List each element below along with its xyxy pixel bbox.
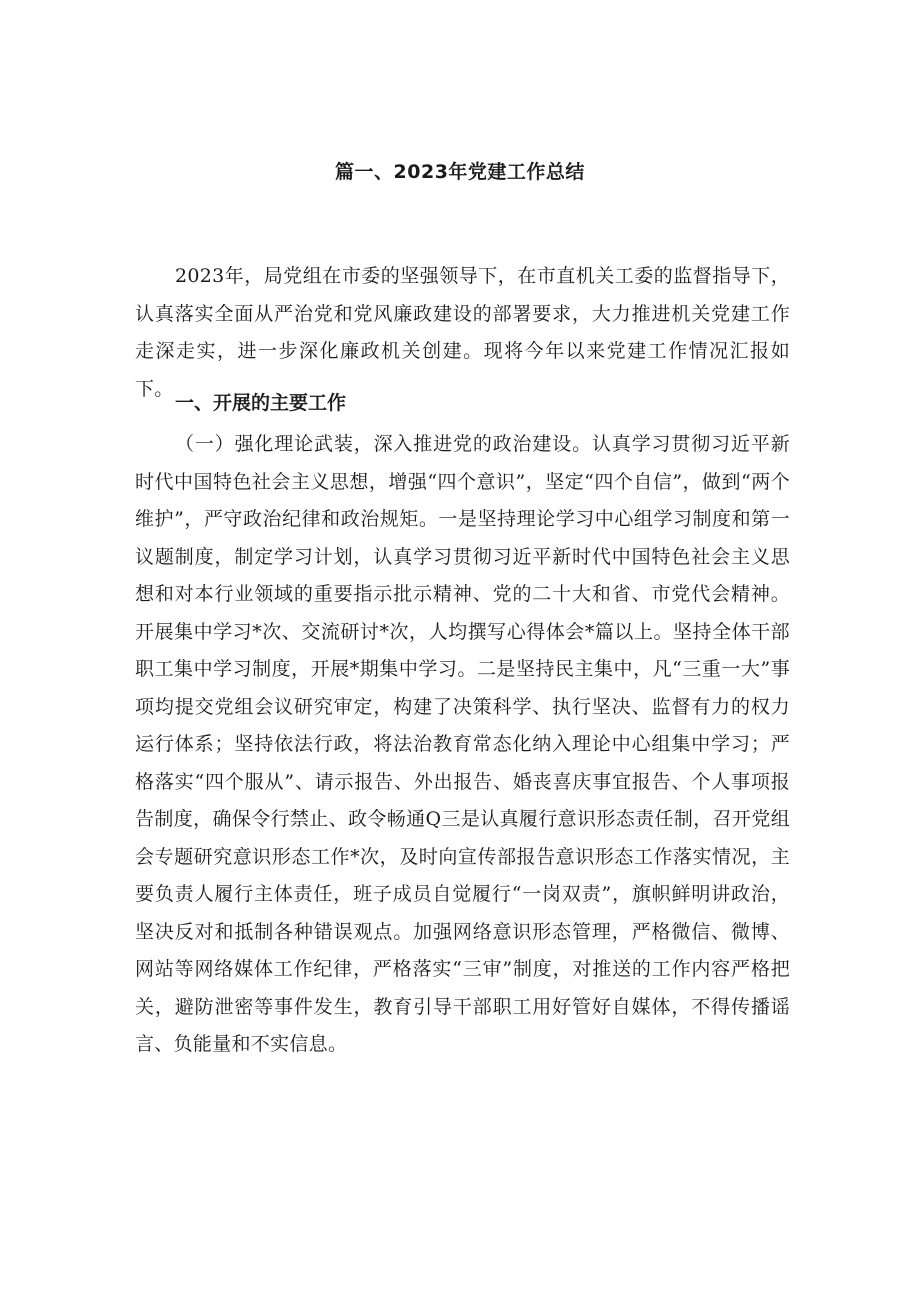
document-title: 篇一、2023年党建工作总结 (335, 161, 585, 183)
intro-paragraph: 2023年，局党组在市委的坚强领导下，在市直机关工委的监督指导下，认真落实全面从严治党和党风廉政建设的部署要求，大力推进机关党建工作走深走实，进一步深化廉政机关创建。现将今年以来党建工作情况汇报如下。 (135, 265, 790, 400)
body-paragraph: （一）强化理论武装，深入推进党的政治建设。认真学习贯彻习近平新时代中国特色社会主义思想，增强“四个意识”，坚定“四个自信”，做到“两个维护”，严守政治纪律和政治规矩。一是坚持理论学习中心组学习制度和第一议题制度，制定学习计划，认真学习贯彻习近平新时代中国特色社会主义思想和对本行业领域的重要指示批示精神、党的二十大和省、市党代会精神。开展集中学习*次、交流研讨*次，人均撰写心得体会*篇以上。坚持全体干部职工集中学习制度，开展*期集中学习。二是坚持民主集中，凡“三重一大”事项均提交党组会议研究审定，构建了决策科学、执行坚决、监督有力的权力运行体系；坚持依法行政，将法治教育常态化纳入理论中心组集中学习；严格落实“四个服从”、请示报告、外出报告、婚丧喜庆事宜报告、个人事项报告制度，确保令行禁止、政令畅通Q三是认真履行意识形态责任制，召开党组会专题研究意识形态工作*次，及时向宣传部报告意识形态工作落实情况，主要负责人履行主体责任，班子成员自觉履行“一岗双责”，旗帜鲜明讲政治，坚决反对和抵制各种错误观点。加强网络意识形态管理，严格微信、微博、网站等网络媒体工作纪律，严格落实“三审”制度，对推送的工作内容严格把关，避防泄密等事件发生，教育引导干部职工用好管好自媒体，不得传播谣言、负能量和不实信息。 (135, 433, 790, 1055)
section-heading: 一、开展的主要工作 (175, 392, 347, 414)
